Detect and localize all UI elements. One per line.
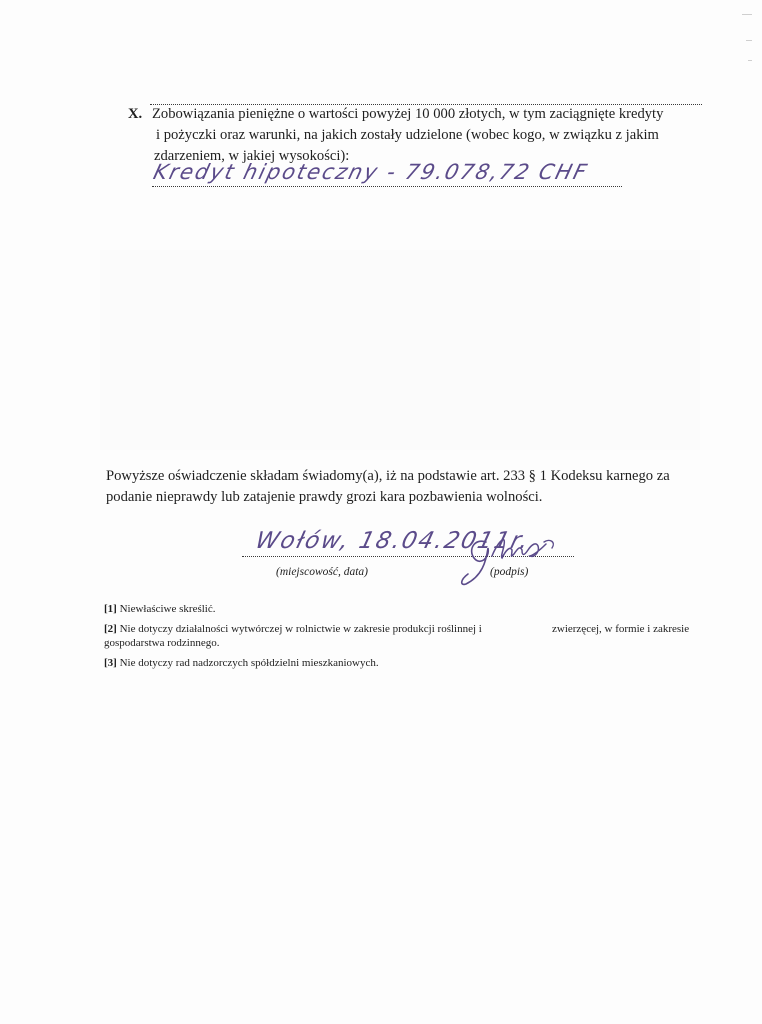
footnote-marker: [2] — [104, 623, 117, 635]
footnote-2-continuation: gospodarstwa rodzinnego. — [104, 637, 220, 649]
footnote-marker: [1] — [104, 603, 117, 615]
section-text-line-3: zdarzeniem, w jakiej wysokości): — [154, 148, 350, 164]
signature-caption: (podpis) — [490, 566, 529, 578]
declaration-statement — [106, 466, 670, 508]
footnote-2 — [104, 622, 724, 636]
handwritten-signature — [446, 528, 566, 588]
footnote-marker: [3] — [104, 657, 117, 669]
footnote-text: Niewłaściwe skreślić. — [119, 603, 216, 615]
scan-artifact — [748, 60, 752, 61]
footnotes — [104, 602, 724, 670]
section-number: X. — [128, 106, 143, 122]
handwritten-answer: Kredyt hipoteczny - 79.078,72 CHF — [151, 160, 591, 184]
footnote-text: Nie dotyczy działalności wytwórczej w rolnictwie w zakresie produkcji roślinnej i — [119, 623, 482, 635]
blank-area — [100, 250, 700, 450]
footnote-text-right: zwierzęcej, w formie i zakresie — [552, 623, 690, 635]
section-text-line-1: Zobowiązania pieniężne o wartości powyżej 10 000 złotych, w tym zaciągnięte kredyty — [152, 106, 664, 122]
handwritten-place-date: Wołów, 18.04.2011r. — [252, 528, 534, 554]
section-text-line-2: i pożyczki oraz warunki, na jakich zostały udzielone (wobec kogo, w związku z jakim — [156, 127, 659, 143]
footnote-3 — [104, 656, 724, 670]
footnote-1 — [104, 602, 724, 616]
scan-artifact — [742, 14, 752, 15]
statement-line-2: podanie nieprawdy lub zatajenie prawdy grozi kara pozbawienia wolności. — [106, 489, 543, 505]
footnote-text: Nie dotyczy rad nadzorczych spółdzielni mieszkaniowych. — [119, 657, 379, 669]
place-date-caption: (miejscowość, data) — [276, 566, 368, 578]
statement-line-1: Powyższe oświadczenie składam świadomy(a), iż na podstawie art. 233 § 1 Kodeksu karnego za — [106, 468, 670, 484]
scan-artifact — [746, 40, 752, 41]
